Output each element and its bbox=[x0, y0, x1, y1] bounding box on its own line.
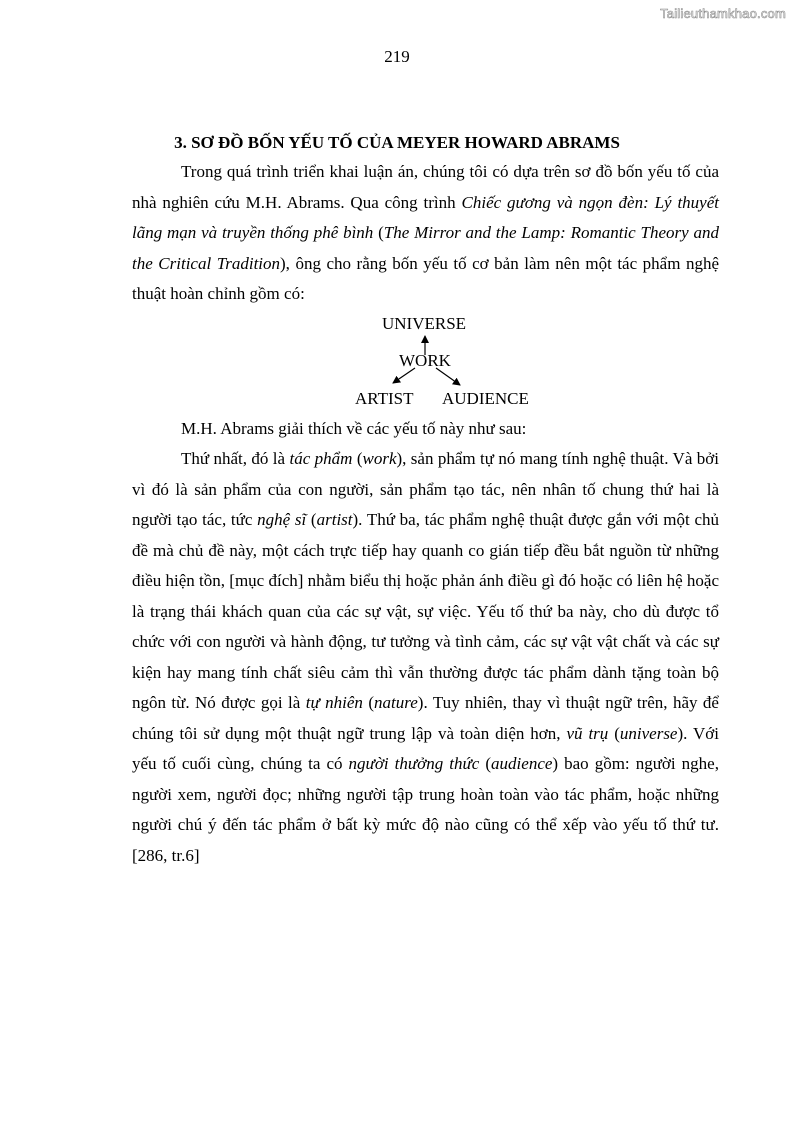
body-text-6: ( bbox=[362, 693, 375, 712]
body-text-8: ( bbox=[608, 723, 620, 743]
watermark: Tailieuthamkhao.com bbox=[660, 6, 786, 21]
body-italic-4: artist bbox=[316, 510, 353, 529]
intro-italic-1: Chiếc gương và ngọn đèn: Lý thuyết lãng mạn và truyền thống phê bình bbox=[132, 192, 719, 242]
diagram-artist: ARTIST bbox=[355, 389, 414, 408]
body-italic-1: tác phẩm bbox=[289, 449, 353, 468]
body-italic-5: tự nhiên bbox=[305, 693, 363, 712]
intro-paragraph bbox=[132, 157, 719, 310]
page-number: 219 bbox=[384, 47, 410, 66]
four-elements-diagram bbox=[300, 305, 550, 415]
body-paragraph bbox=[132, 444, 719, 871]
body-text-1: Thứ nhất, đó là bbox=[181, 449, 290, 468]
body-text-10: ( bbox=[479, 754, 492, 773]
body-text-2: ( bbox=[352, 449, 363, 468]
section-heading: 3. SƠ ĐỒ BỐN YẾU TỐ CỦA MEYER HOWARD ABRAMS bbox=[174, 133, 620, 152]
diagram-work: WORK bbox=[399, 351, 451, 370]
body-italic-8: universe bbox=[619, 723, 678, 743]
intro-italic-2: The Mirror and the Lamp: Romantic Theory and the Critical Tradition bbox=[132, 223, 719, 273]
body-italic-2: work bbox=[362, 449, 397, 468]
body-text-5: ). Thứ ba, tác phẩm nghệ thuật được gắn với một chủ đề mà chủ đề này, một cách trực tiếp hay quanh co gián tiếp đều bắt nguồn từ những điều hiện tồn, [mục đích] nhằm biểu thị hoặc phản ánh điều gì đó hoặc có liên hệ hoặc là trạng thái khách quan của các sự vật, sự việc. Yếu tố thứ ba này, cho dù được tổ chức với con người và hành động, tư tưởng và tình cảm, các sự vật vật chất và các sự kiện hay mang tính chất siêu cảm thì vẫn thường được tác phẩm dành tặng toàn bộ ngôn từ. Nó được gọi là bbox=[132, 510, 719, 712]
body-italic-10: audience bbox=[491, 754, 553, 773]
body-text-3: ), sản phẩm tự nó mang tính nghệ thuật. Và bởi vì đó là sản phẩm của con người, sản phẩm tạo tác, nên nhân tố chung thứ hai là người tạo tác, tức bbox=[132, 449, 719, 529]
intro-text-2: ( bbox=[373, 223, 384, 242]
body-italic-9: người thưởng thức bbox=[348, 754, 480, 773]
body-text-11: ) bao gồm: người nghe, người xem, người đọc; những người tập trung hoàn toàn vào tác phẩm, hoặc những người chú ý đến tác phẩm ở bất kỳ mức độ nào cũng có thể xếp vào yếu tố thứ tư. [286, tr.6] bbox=[132, 754, 719, 865]
body-italic-3: nghệ sĩ bbox=[257, 510, 307, 529]
body-text-9: ). Với yếu tố cuối cùng, chúng ta có bbox=[132, 723, 720, 773]
diagram-universe: UNIVERSE bbox=[382, 314, 467, 333]
body-italic-6: nature bbox=[374, 693, 418, 712]
intro-text-3: ), ông cho rằng bốn yếu tố cơ bản làm nên một tác phẩm nghệ thuật hoàn chỉnh gồm có: bbox=[132, 253, 719, 303]
body-italic-7: vũ trụ bbox=[566, 723, 609, 743]
diagram-audience: AUDIENCE bbox=[442, 389, 529, 408]
body-text-4: ( bbox=[306, 510, 317, 529]
body-text-7: ). Tuy nhiên, thay vì thuật ngữ trên, hãy để chúng tôi sử dụng một thuật ngữ trung lập và toàn diện hơn, bbox=[132, 693, 719, 743]
explain-intro: M.H. Abrams giải thích về các yếu tố này như sau: bbox=[181, 419, 527, 438]
intro-text-1: Trong quá trình triển khai luận án, chúng tôi có dựa trên sơ đồ bốn yếu tố của nhà nghiên cứu M.H. Abrams. Qua công trình bbox=[132, 162, 719, 212]
